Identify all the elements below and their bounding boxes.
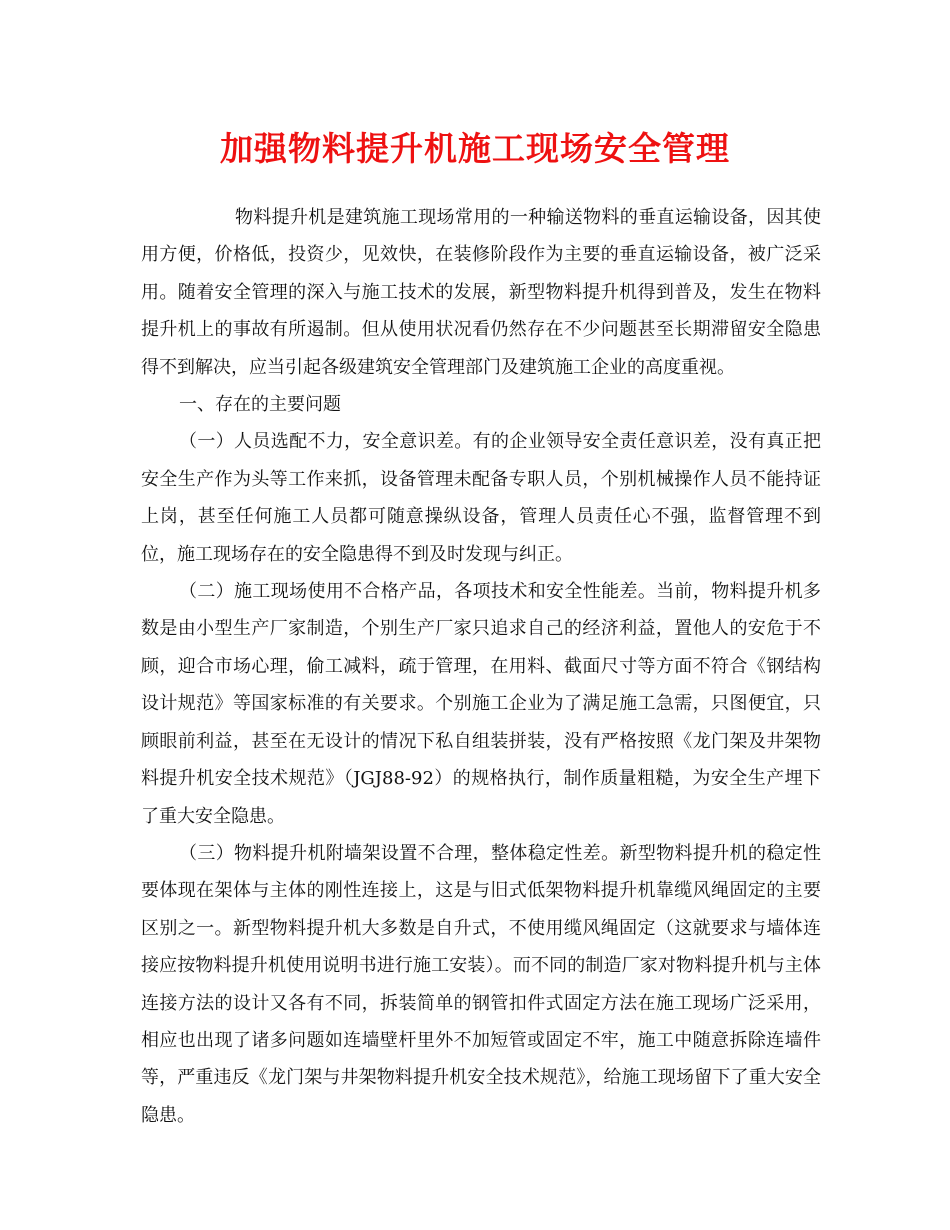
- section-heading: 一、存在的主要问题: [179, 394, 341, 416]
- intro-paragraph: 物料提升机是建筑施工现场常用的一种输送物料的垂直运输设备，因其使用方便，价格低，投资少，见效快，在装修阶段作为主要的垂直运输设备，被广泛采用。随着安全管理的深入与施工技术的发展，新型物料提升机得到普及，发生在物料提升机上的事故有所遏制。但从使用状况看仍然存在不少问题甚至长期滞留安全隐患得不到解决，应当引起各级建筑安全管理部门及建筑施工企业的高度重视。: [141, 207, 821, 378]
- document-title: 加强物料提升机施工现场安全管理: [220, 129, 730, 168]
- problem-paragraph-1: （一）人员选配不力，安全意识差。有的企业领导安全责任意识差，没有真正把安全生产作为头等工作来抓，设备管理未配备专职人员，个别机械操作人员不能持证上岗，甚至任何施工人员都可随意操纵设备，管理人员责任心不强，监督管理不到位，施工现场存在的安全隐患得不到及时发现与纠正。: [141, 431, 821, 565]
- problem-paragraph-2: （二）施工现场使用不合格产品，各项技术和安全性能差。当前，物料提升机多数是由小型生产厂家制造，个别生产厂家只追求自己的经济利益，置他人的安危于不顾，迎合市场心理，偷工减料，疏于管理，在用料、截面尺寸等方面不符合《钢结构设计规范》等国家标准的有关要求。个别施工企业为了满足施工急需，只图便宜，只顾眼前利益，甚至在无设计的情况下私自组装拼装，没有严格按照《龙门架及井架物料提升机安全技术规范》（JGJ88-92）的规格执行，制作质量粗糙，为安全生产埋下了重大安全隐患。: [141, 581, 821, 827]
- problem-paragraph-3: （三）物料提升机附墙架设置不合理，整体稳定性差。新型物料提升机的稳定性要体现在架体与主体的刚性连接上，这是与旧式低架物料提升机靠缆风绳固定的主要区别之一。新型物料提升机大多数是自升式，不使用缆风绳固定（这就要求与墙体连接应按物料提升机使用说明书进行施工安装）。而不同的制造厂家对物料提升机与主体连接方法的设计又各有不同，拆装简单的钢管扣件式固定方法在施工现场广泛采用，相应也出现了诸多问题如连墙壁杆里外不加短管或固定不牢，施工中随意拆除连墙件等，严重违反《龙门架与井架物料提升机安全技术规范》，给施工现场留下了重大安全隐患。: [141, 842, 821, 1126]
- document-body: [141, 199, 821, 1134]
